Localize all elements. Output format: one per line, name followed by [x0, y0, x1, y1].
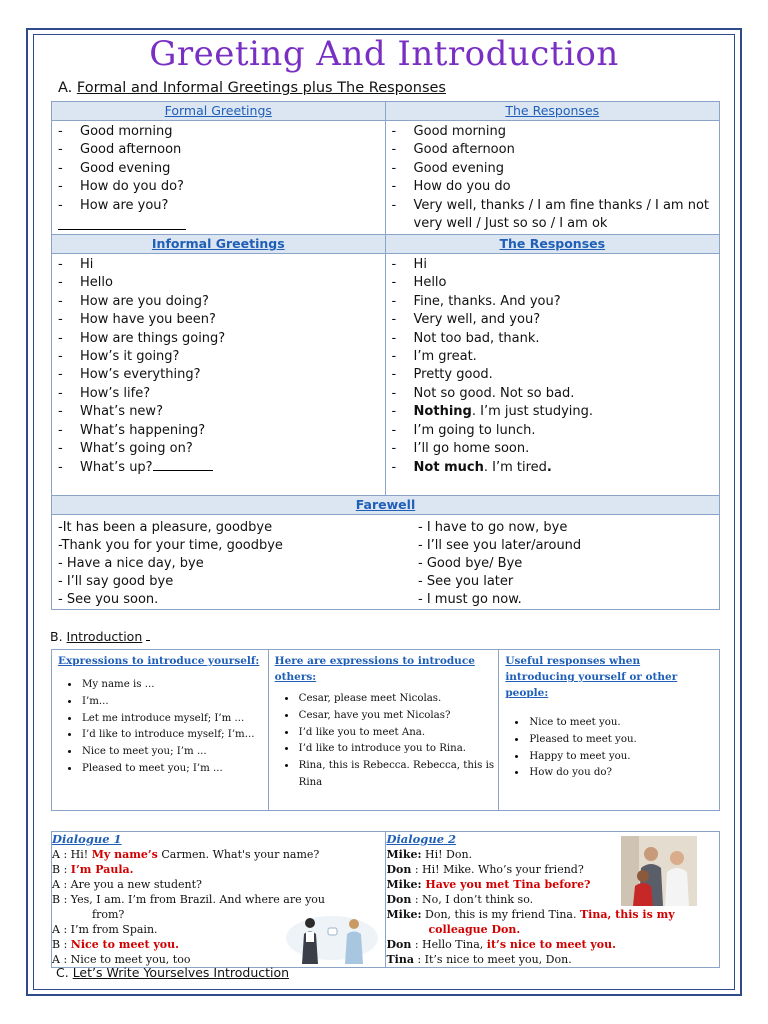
- list-item: • I’m...: [80, 694, 268, 711]
- list-item: - Hello: [391, 275, 447, 291]
- list-item: - Hi: [58, 256, 385, 274]
- section-a-title: Formal and Informal Greetings plus The Responses: [76, 80, 446, 96]
- list-item: • Nice to meet you.: [527, 715, 719, 732]
- intro-yourself-header: Expressions to introduce yourself:: [58, 655, 260, 667]
- list-item: - I’ll go home soon.: [391, 441, 530, 457]
- farewell-right: [412, 515, 581, 609]
- list-item: - What’s happening?: [58, 422, 385, 440]
- section-c-title: Let’s Write Yourselves Introduction: [72, 965, 290, 980]
- list-item: - How have you been?: [58, 311, 385, 329]
- list-item: - Not much. I’m tired.: [391, 459, 552, 475]
- dialogue-line: A : Are you a new student?: [52, 878, 202, 891]
- farewell-cell: [52, 515, 720, 610]
- section-b-title: Introduction: [66, 629, 143, 644]
- dialogue-line: colleague Don.: [428, 923, 521, 936]
- dialogue-line: B : Yes, I am. I’m from Brazil. And where are you: [52, 893, 326, 906]
- list-item: - How’s everything?: [58, 366, 385, 384]
- list-item: - How do you do?: [58, 178, 385, 196]
- list-item: - Nothing. I’m just studying.: [391, 404, 594, 420]
- list-item: - Good morning: [391, 124, 506, 139]
- blank-line: [153, 460, 213, 471]
- list-item: - How’s it going?: [58, 348, 385, 366]
- list-item: - I must go now.: [418, 592, 522, 608]
- dialogue-line: Mike: Hi! Don.: [386, 848, 473, 861]
- list-item: - Not so good. Not so bad.: [391, 385, 575, 401]
- introduction-table: [51, 649, 720, 811]
- list-item: - Very well, thanks / I am fine thanks / I am not very well / Just so so / I am ok: [391, 197, 709, 232]
- list-item: • Rina, this is Rebecca. Rebecca, this is Rina: [297, 758, 499, 792]
- list-item: -It has been a pleasure, goodbye: [58, 520, 273, 536]
- formal-responses-cell: [385, 121, 719, 235]
- greetings-table: [51, 101, 720, 610]
- dialogue-line: B : Nice to meet you.: [52, 938, 179, 951]
- dialogue-line: A : Hi! My name’s Carmen. What's your name?: [52, 848, 320, 861]
- formal-greetings-cell: [52, 121, 386, 235]
- list-item: - What’s new?: [58, 403, 385, 421]
- list-item: - I’m great.: [391, 349, 477, 365]
- intro-yourself-cell: [52, 650, 269, 811]
- dialogue-2-cell: [386, 832, 720, 968]
- list-item: • Nice to meet you; I’m ...: [80, 744, 268, 761]
- formal-header: Formal Greetings: [52, 102, 386, 121]
- dialogue-line: A : Nice to meet you, too: [52, 953, 191, 966]
- list-item: • I’d like to introduce you to Rina.: [297, 741, 499, 758]
- section-b-heading: B. Introduction: [50, 629, 150, 644]
- page-title: Greeting And Introduction: [149, 34, 619, 74]
- dialogue-table: [51, 831, 720, 968]
- dialogue-line: Don : Hi! Mike. Who’s your friend?: [386, 863, 584, 876]
- section-c-heading: C. Let’s Write Yourselves Introduction: [56, 965, 290, 980]
- list-item: - Good bye/ Bye: [418, 556, 523, 572]
- list-item: - What’s up?: [58, 459, 385, 477]
- list-item: - Good evening: [391, 160, 504, 176]
- dialogue-line: from?: [92, 908, 125, 921]
- dialogue-line: Don : Hello Tina, it’s nice to meet you.: [386, 938, 616, 951]
- list-item: - Good afternoon: [391, 142, 515, 158]
- dialogue-1-cell: [52, 832, 386, 968]
- intro-others-header: Here are expressions to introduce others:: [274, 655, 475, 683]
- list-item: - What’s going on?: [58, 440, 385, 458]
- blank-line: [58, 219, 186, 230]
- list-item: • I’d like to introduce myself; I’m...: [80, 727, 268, 744]
- list-item: -Thank you for your time, goodbye: [58, 538, 283, 554]
- list-item: • Let me introduce myself; I’m ...: [80, 711, 268, 728]
- intro-responses-cell: [499, 650, 720, 811]
- list-item: - Hello: [58, 274, 385, 292]
- list-item: • Pleased to meet you.: [527, 732, 719, 749]
- students-illustration: [282, 912, 382, 964]
- dialogue-line: A : I’m from Spain.: [52, 923, 158, 936]
- list-item: - Not too bad, thank.: [391, 330, 540, 346]
- section-a-letter: A.: [58, 80, 73, 96]
- list-item: - How do you do: [391, 179, 511, 195]
- dialogue-line: Mike: Don, this is my friend Tina. Tina, this is my: [386, 908, 675, 921]
- list-item: • Happy to meet you.: [527, 749, 719, 766]
- informal-responses-cell: [385, 254, 719, 496]
- list-item: - Have a nice day, bye: [58, 556, 204, 572]
- farewell-header: Farewell: [52, 496, 720, 515]
- list-item: • Cesar, have you met Nicolas?: [297, 708, 499, 725]
- list-item: - See you soon.: [58, 592, 159, 608]
- list-item: - Pretty good.: [391, 367, 493, 383]
- dialogue-line: Don : No, I don’t think so.: [386, 893, 534, 906]
- list-item: - Good afternoon: [58, 141, 385, 159]
- dialogue-line: B : I’m Paula.: [52, 863, 134, 876]
- list-item: • I’d like you to meet Ana.: [297, 725, 499, 742]
- list-item: - Fine, thanks. And you?: [391, 293, 561, 309]
- list-item: - How’s life?: [58, 385, 385, 403]
- intro-responses-header: Useful responses when introducing yourself or other people:: [505, 655, 678, 699]
- meeting-photo: [621, 836, 697, 906]
- list-item: - See you later: [418, 574, 514, 590]
- formal-responses-header: The Responses: [385, 102, 719, 121]
- intro-others-cell: [268, 650, 499, 811]
- farewell-left: [52, 515, 412, 609]
- list-item: - Good morning: [58, 123, 385, 141]
- informal-header: Informal Greetings: [52, 235, 386, 254]
- list-item: - How are you?: [58, 197, 385, 215]
- list-item: - I’m going to lunch.: [391, 422, 536, 438]
- list-item: - I’ll see you later/around: [418, 538, 582, 554]
- dialogue-line: Mike: Have you met Tina before?: [386, 878, 591, 891]
- list-item: - How are you doing?: [58, 293, 385, 311]
- list-item: • Cesar, please meet Nicolas.: [297, 691, 499, 708]
- dialogue-2-title: Dialogue 2: [386, 832, 457, 846]
- list-item: - Hi: [391, 257, 427, 273]
- list-item: - I’ll say good bye: [58, 574, 174, 590]
- informal-greetings-cell: [52, 254, 386, 496]
- list-item: • Pleased to meet you; I’m ...: [80, 761, 268, 778]
- list-item: - I have to go now, bye: [418, 520, 568, 536]
- section-a-heading: [58, 80, 446, 96]
- dialogue-line: Tina : It’s nice to meet you, Don.: [386, 953, 572, 966]
- dialogue-1-title: Dialogue 1: [52, 832, 122, 846]
- list-item: - Very well, and you?: [391, 312, 541, 328]
- list-item: - Good evening: [58, 160, 385, 178]
- list-item: - How are things going?: [58, 330, 385, 348]
- informal-responses-header: The Responses: [385, 235, 719, 254]
- list-item: • How do you do?: [527, 765, 719, 782]
- list-item: • My name is ...: [80, 677, 268, 694]
